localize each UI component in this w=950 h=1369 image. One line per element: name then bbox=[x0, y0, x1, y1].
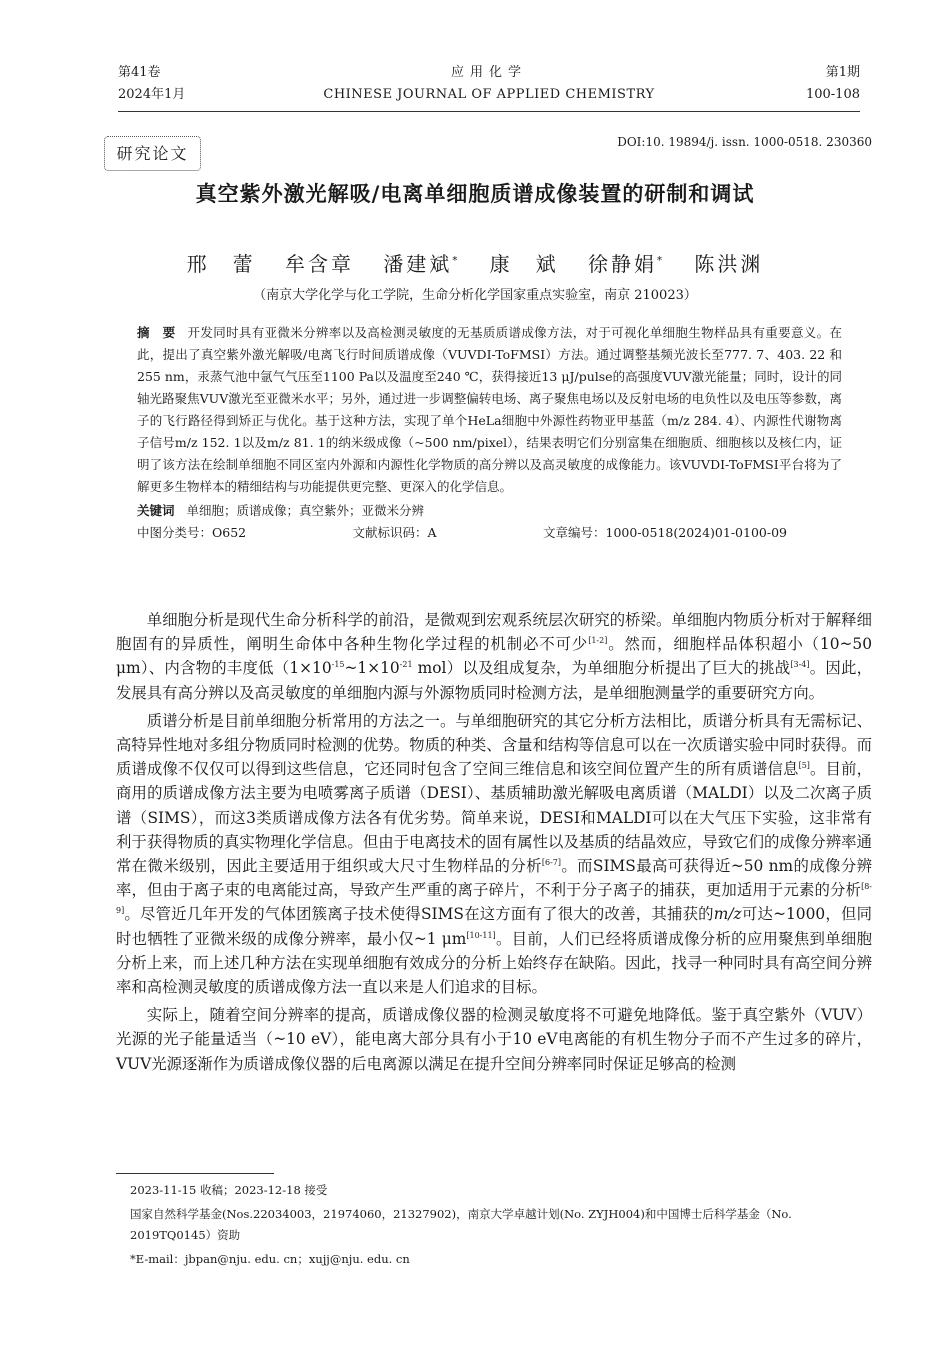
paragraph: 单细胞分析是现代生命分析科学的前沿，是微观到宏观系统层次研究的桥梁。单细胞内物质分析对于解释细胞固有的异质性，阐明生命体中各种生物化学过程的机制必不可少[1-2]。然而，细胞样品体积超小（10~50 μm）、内含物的丰度低（1×10$^{-15}$~1×10$^{-21}$ mol）以及组成复杂，为单细胞分析提出了巨大的挑战[3-4]。因此，发展具有高分辨以及高灵敏度的单细胞内源与外源物质同时检测方法，是单细胞测量学的重要研究方向。 bbox=[116, 611, 872, 702]
paragraph: 质谱分析是目前单细胞分析常用的方法之一。与单细胞研究的其它分析方法相比，质谱分析具有无需标记、高特异性地对多组分物质同时检测的优势。物质的种类、含量和结构等信息可以在一次质谱实验中同时获得。而质谱成像不仅仅可以得到这些信息，它还同时包含了空间三维信息和该空间位置产生的所有质谱信息[5]。目前，商用的质谱成像方法主要为电喷雾离子质谱（DESI）、基质辅助激光解吸电离质谱（MALDI）以及二次离子质谱（SIMS），而这3类质谱成像方法各有优劣势。简单来说，DESI和MALDI可以在大气压下实验，这非常有利于获得物质的真实物理化学信息。但由于电离技术的固有属性以及基质的结晶效应，导致它们的成像分辨率通常在微米级别，因此主要适用于组织或大尺寸生物样品的分析[6-7]。而SIMS最高可获得近~50 nm的成像分辨率，但由于离子束的电离能过高，导致产生严重的离子碎片，不利于分子离子的捕获，更加适用于元素的分析[8-9]。尽管近几年开发的气体团簇离子技术使得SIMS在这方面有了很大的改善，其捕获的m/z可达~1000，但同时也牺牲了亚微米级的成像分辨率，最小仅~1 μm[10-11]。目前，人们已经将质谱成像分析的应用聚焦到单细胞分析上来，而上述几种方法在实现单细胞有效成分的分析上始终存在缺陷。因此，找寻一种同时具有高空间分辨率和高检测灵敏度的质谱成像方法一直以来是人们追求的目标。 bbox=[116, 711, 872, 997]
abstract-text: 开发同时具有亚微米分辨率以及高检测灵敏度的无基质质谱成像方法，对于可视化单细胞生物样品具有重要意义。在此，提出了真空紫外激光解吸/电离飞行时间质谱成像（VUVDI-ToFMSI）方法。通过调整基频光波长至777. 7、403. 22 和255 nm，汞蒸气池中氩气气压至1100 Pa以及温度至240 ℃，获得接近13 μJ/pulse的高强度VUV激光能量；同时，设计的同轴光路聚焦VUV激光至亚微米水平；另外，通过进一步调整偏转电场、离子聚焦电场以及反射电场的电负性以及电压等参数，离子的飞行路径得到矫正与优化。基于这种方法，实现了单个HeLa细胞中外源性药物亚甲基蓝（m/z 284. 4）、内源性代谢物离子信号m/z 152. 1以及m/z 81. 1的纳米级成像（~500 nm/pixel），结果表明它们分别富集在细胞质、细胞核以及核仁内，证明了该方法在绘制单细胞不同区室内外源和内源性化学物质的高分辨以及高灵敏度的成像能力。该VUVDI-ToFMSI平台将为了解更多生物样本的精细结构与功能提供更完整、更深入的化学信息。 bbox=[137, 325, 842, 494]
citation: [6-7] bbox=[541, 857, 561, 867]
author: 陈洪渊 bbox=[694, 252, 764, 276]
author-list bbox=[0, 248, 950, 277]
clc-number: 中图分类号：O652 bbox=[137, 525, 247, 540]
classification-row bbox=[137, 522, 842, 544]
body-text bbox=[116, 608, 872, 1080]
paper-title: 真空紫外激光解吸/电离单细胞质谱成像装置的研制和调试 bbox=[195, 182, 755, 206]
abstract-label: 摘 要 bbox=[137, 325, 176, 340]
keywords bbox=[137, 500, 842, 522]
journal-name-en: CHINESE JOURNAL OF APPLIED CHEMISTRY bbox=[323, 87, 655, 102]
citation: [10-11] bbox=[466, 930, 496, 940]
article-number: 文章编号：1000-0518(2024)01-0100-09 bbox=[543, 525, 787, 540]
author: 康 斌 bbox=[489, 252, 559, 276]
paragraph: 实际上，随着空间分辨率的提高，质谱成像仪器的检测灵敏度将不可避免地降低。鉴于真空紫外（VUV）光源的光子能量适当（~10 eV），能电离大部分具有小于10 eV电离能的有机生物分子而不产生过多的碎片，VUV光源逐渐作为质谱成像仪器的后电离源以满足在提升空间分辨率同时保证足够高的检测 bbox=[116, 1006, 872, 1073]
document-code: 文献标识码：A bbox=[352, 525, 437, 540]
footnote-rule bbox=[116, 1173, 274, 1174]
citation: [5] bbox=[798, 761, 810, 771]
citation: [1-2] bbox=[588, 636, 608, 646]
keywords-label: 关键词 bbox=[137, 503, 175, 518]
journal-volume: 第41卷 bbox=[118, 65, 161, 80]
header-rule bbox=[118, 111, 860, 112]
article-type-tag: 研究论文 bbox=[104, 136, 201, 171]
keywords-text: 单细胞；质谱成像；真空紫外；亚微米分辨 bbox=[186, 503, 425, 518]
author: 牟含章 bbox=[284, 252, 354, 276]
journal-name-cn: 应用化学 bbox=[450, 65, 527, 80]
abstract-block bbox=[137, 322, 842, 544]
author: 潘建斌* bbox=[383, 252, 461, 276]
abstract bbox=[137, 322, 842, 498]
journal-pages: 100-108 bbox=[805, 87, 860, 102]
citation: [8-9] bbox=[116, 882, 872, 916]
citation: [3-4] bbox=[790, 660, 810, 670]
doi: DOI:10. 19894/j. issn. 1000-0518. 230360 bbox=[617, 135, 872, 149]
received-dates: 2023-11-15 收稿；2023-12-18 接受 bbox=[130, 1183, 328, 1197]
journal-date: 2024年1月 bbox=[118, 87, 186, 102]
funding-note: 国家自然科学基金(Nos.22034003，21974060，21327902)，南京大学卓越计划(No. ZYJH004)和中国博士后科学基金（No. 2019TQ0145）资助 bbox=[130, 1207, 792, 1242]
affiliation: （南京大学化学与化工学院，生命分析化学国家重点实验室，南京 210023） bbox=[253, 288, 697, 303]
running-header bbox=[118, 62, 860, 110]
journal-issue: 第1期 bbox=[825, 65, 860, 80]
author: 邢 蕾 bbox=[186, 252, 256, 276]
corresponding-email: *E-mail：jbpan@nju. edu. cn；xujj@nju. edu. cn bbox=[130, 1252, 410, 1266]
author: 徐静娟* bbox=[588, 252, 666, 276]
footnotes bbox=[130, 1180, 875, 1273]
